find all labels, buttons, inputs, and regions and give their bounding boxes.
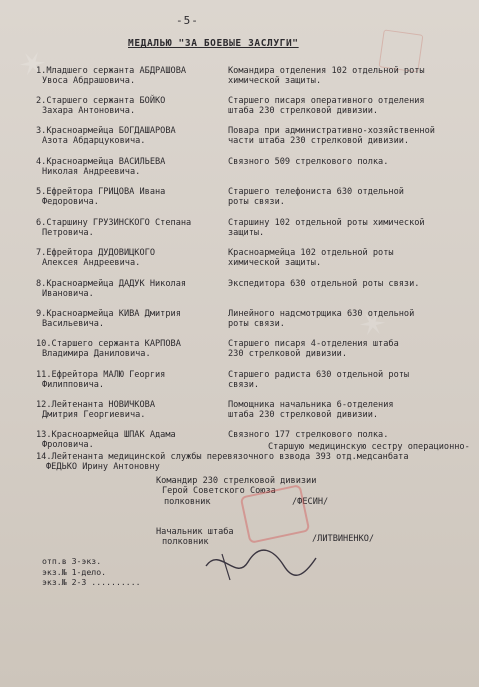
position-line: защиты.: [228, 228, 265, 239]
recipient: [36, 126, 226, 147]
position-line: Помощника начальника 6-отделения: [228, 400, 394, 410]
distribution-line: экз.№ 1-дело.: [42, 566, 107, 577]
position: [228, 187, 478, 208]
position-line: Командира отделения 102 отдельной роты: [228, 66, 425, 76]
recipient-line: 8.Красноармейца ДАДУК Николая: [36, 279, 187, 289]
position-line: Старшего писаря 4-отделения штаба: [228, 339, 399, 349]
recipient-line: 12.Лейтенанта НОВИЧКОВА: [36, 400, 155, 410]
recipient-line: Дмитрия Георгиевича.: [42, 410, 146, 421]
recipient-line: Захара Антоновича.: [42, 106, 136, 117]
recipient-line: Владимира Даниловича.: [42, 349, 151, 360]
recipient-line: 11.Ефрейтора МАЛЮ Георгия: [36, 370, 166, 380]
position: [228, 126, 478, 147]
position: [228, 248, 478, 269]
entry14-line-b: 14.Лейтенанта медицинской службы перевязочного взвода 393 отд.медсанбата: [36, 452, 409, 462]
position-line: Красноармейца 102 отдельной роты: [228, 248, 394, 258]
recipient-line: 3.Красноармейца БОГДАШАРОВА: [36, 126, 176, 136]
recipient: [36, 339, 226, 360]
position-line: штаба 230 стрелковой дивизии.: [228, 106, 379, 117]
position-line: 230 стрелковой дивизии.: [228, 349, 347, 360]
position: [228, 218, 478, 239]
entry14-line-c: ФЕДЬКО Ирину Антоновну: [46, 462, 160, 472]
position-line: связи.: [228, 380, 260, 391]
position-line: химической защиты.: [228, 76, 322, 87]
position-line: Линейного надсмотрщика 630 отдельной: [228, 309, 415, 319]
recipient: [36, 66, 226, 87]
entry14-line-a: Старшую медицинскую сестру операционно-: [268, 442, 470, 452]
recipient: [36, 187, 226, 208]
recipient: [36, 430, 226, 451]
distribution-block: [42, 556, 141, 588]
recipient-line: 1.Младшего сержанта АБДРАШОВА: [36, 66, 187, 76]
position-line: Старшего телефониста 630 отдельной: [228, 187, 404, 197]
award-heading: МЕДАЛЬЮ "ЗА БОЕВЫЕ ЗАСЛУГИ": [128, 38, 299, 49]
recipient: [36, 218, 226, 239]
position-line: Старшего радиста 630 отдельной роты: [228, 370, 410, 380]
recipient-line: Федоровича.: [42, 197, 99, 208]
recipient-line: Фроловича.: [42, 440, 94, 451]
recipient-line: Алексея Андреевича.: [42, 258, 141, 269]
recipient-line: Ивановича.: [42, 289, 94, 300]
position-line: роты связи.: [228, 197, 285, 208]
recipient-line: Васильевича.: [42, 319, 105, 330]
watermark: ✶: [8, 37, 56, 89]
chief-of-staff-line2: полковник: [162, 537, 209, 547]
recipient: [36, 370, 226, 391]
recipient: [36, 400, 226, 421]
position: [228, 430, 478, 440]
chief-of-staff-name: /ЛИТВИНЕНКО/: [312, 534, 375, 544]
position: [228, 339, 478, 360]
recipient-line: Николая Андреевича.: [42, 167, 141, 178]
position: [228, 370, 478, 391]
recipient-line: Азота Абдарцуковича.: [42, 136, 146, 147]
recipient-line: Филипповича.: [42, 380, 105, 391]
distribution-line: экз.№ 2-3 ..........: [42, 577, 141, 588]
position: [228, 309, 478, 330]
recipient-line: 5.Ефрейтора ГРИЦОВА Ивана: [36, 187, 166, 197]
recipient-line: 9.Красноармейца КИВА Дмитрия: [36, 309, 181, 319]
position-line: Повара при административно-хозяйственной: [228, 126, 435, 136]
position: [228, 96, 478, 117]
position-line: Связного 177 стрелкового полка.: [228, 430, 389, 440]
recipient: [36, 279, 226, 300]
recipient: [36, 248, 226, 269]
position-line: химической защиты.: [228, 258, 322, 269]
position: [228, 400, 478, 421]
page-number: -5-: [176, 14, 199, 27]
signature: [200, 536, 320, 592]
position-line: Экспедитора 630 отдельной роты связи.: [228, 279, 420, 289]
recipient-line: Петровича.: [42, 228, 94, 239]
commander-name: /ФЕСИН/: [292, 497, 329, 507]
chief-of-staff-line1: Начальник штаба: [156, 527, 234, 537]
recipient-line: 4.Красноармейца ВАСИЛЬЕВА: [36, 157, 166, 167]
commander-line3: полковник: [164, 497, 211, 507]
position: [228, 279, 478, 289]
recipient: [36, 96, 226, 117]
watermark: ✶: [348, 297, 396, 349]
position-line: роты связи.: [228, 319, 285, 330]
commander-line1: Командир 230 стрелковой дивизии: [156, 476, 317, 486]
recipient-line: 7.Ефрейтора ДУДОВИЦКОГО: [36, 248, 155, 258]
recipient: [36, 157, 226, 178]
position-line: штаба 230 стрелковой дивизии.: [228, 410, 379, 421]
position-line: Старшину 102 отдельной роты химической: [228, 218, 425, 228]
position-line: Старшего писаря оперативного отделения: [228, 96, 425, 106]
distribution-line: отп.в 3-экз.: [42, 556, 102, 566]
position: [228, 66, 478, 87]
recipient: [36, 309, 226, 330]
recipient-line: 10.Старшего сержанта КАРПОВА: [36, 339, 181, 349]
recipient-line: Увоса Абдрашовича.: [42, 76, 136, 87]
recipient-line: 13.Красноармейца ШПАК Адама: [36, 430, 176, 440]
commander-line2: Герой Советского Союза: [162, 486, 276, 496]
position-line: части штаба 230 стрелковой дивизии.: [228, 136, 410, 147]
position-line: Связного 509 стрелкового полка.: [228, 157, 389, 167]
recipient-line: 2.Старшего сержанта БОЙКО: [36, 96, 166, 106]
position: [228, 157, 478, 167]
recipient-line: 6.Старшину ГРУЗИНСКОГО Степана: [36, 218, 192, 228]
